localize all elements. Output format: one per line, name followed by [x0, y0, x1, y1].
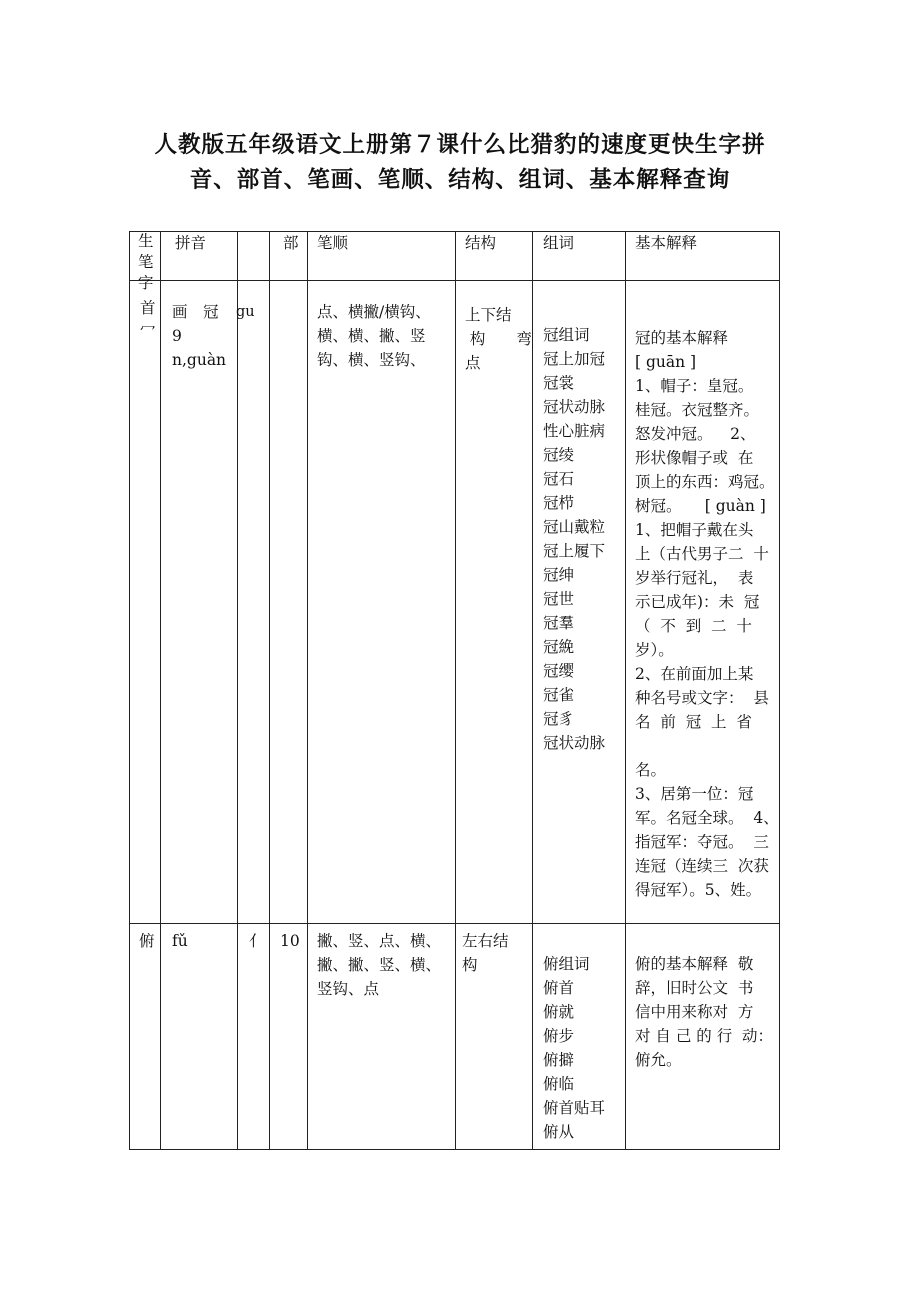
table-col-divider [625, 231, 626, 1150]
table-col-divider [269, 231, 270, 1150]
row2-zi-cell: 俯 [139, 932, 155, 950]
row2-jieshi-cell: 俯的基本解释 敬 辞，旧时公文 书 信中用来称对 方 对 自 己 的 行 动： 俯允。 [635, 955, 774, 1069]
row1-bishun-cell: 点、横撇/横钩、 横、横、撇、竖 钩、横、竖钩、 [317, 303, 431, 369]
table-col-divider [160, 231, 161, 1150]
row2-pinyin-cell: fǔ [172, 932, 188, 950]
document-title-line-1: 人教版五年级语文上册第７课什么比猎豹的速度更快生字拼 [154, 132, 766, 158]
row1-pinyin-fragment: gu [236, 304, 255, 320]
table-col-divider [532, 231, 533, 1150]
row1-pinyin-cell: 画 冠 9 n,guàn [172, 303, 227, 369]
table-border-left [129, 231, 130, 1150]
row2-bishun-cell: 撇、竖、点、横、 撇、撇、竖、横、 竖钩、点 [317, 932, 442, 998]
header-bishun: 笔顺 [317, 234, 349, 252]
row1-jiegou-cell: 上下结 构 弯 点 [465, 306, 532, 372]
table-col-divider [237, 231, 238, 1150]
row1-jieshi-cell: 冠的基本解释 [ guān ] 1、帽子：皇冠。 桂冠。衣冠整齐。 怒发冲冠。 2、 形状像帽子或 在 顶上的东西：鸡冠。 树冠。 [ guàn ] 1、把帽子戴在头 上（古代男子二 十 岁举行冠礼， 表 示已成年)：未 冠 （ 不 到 二 十 岁）。 2、在前面加上某 种名号或文字： 县 名 前 冠 上 省 名。 3、居第一位：冠 军。名冠全球。 4、 指冠军：夺冠。 三 连冠（连续三 次获 得冠军）。5、姓。 [635, 329, 779, 899]
header-pinyin: 拼音 [175, 234, 207, 252]
row1-zi-cell: 首 冖 [140, 299, 156, 339]
row2-zuci-cell: 俯组词 俯首 俯就 俯步 俯擗 俯临 俯首贴耳 俯从 [543, 955, 606, 1141]
row2-bihua-cell: 10 [280, 932, 300, 950]
row2-jiegou-cell: 左右结 构 [462, 932, 509, 974]
header-zuci: 组词 [543, 234, 575, 252]
table-border-right [779, 231, 780, 1150]
document-title-line-2: 音、部首、笔画、笔顺、结构、组词、基本解释查询 [189, 167, 731, 193]
header-zi: 生 笔 字 [138, 232, 154, 292]
row1-zuci-cell: 冠组词 冠上加冠 冠裳 冠状动脉 性心脏病 冠绫 冠石 冠栉 冠山戴粒 冠上履下 冠绅 冠世 冠羣 冠絻 冠缨 冠雀 冠豸 冠状动脉 [543, 326, 606, 752]
header-bushou: 部 [283, 234, 299, 252]
table-col-divider [455, 231, 456, 1150]
header-jieshi: 基本解释 [635, 234, 698, 252]
header-jiegou: 结构 [465, 234, 497, 252]
row2-bushou-cell: 亻 [249, 932, 265, 950]
table-col-divider [307, 231, 308, 1150]
